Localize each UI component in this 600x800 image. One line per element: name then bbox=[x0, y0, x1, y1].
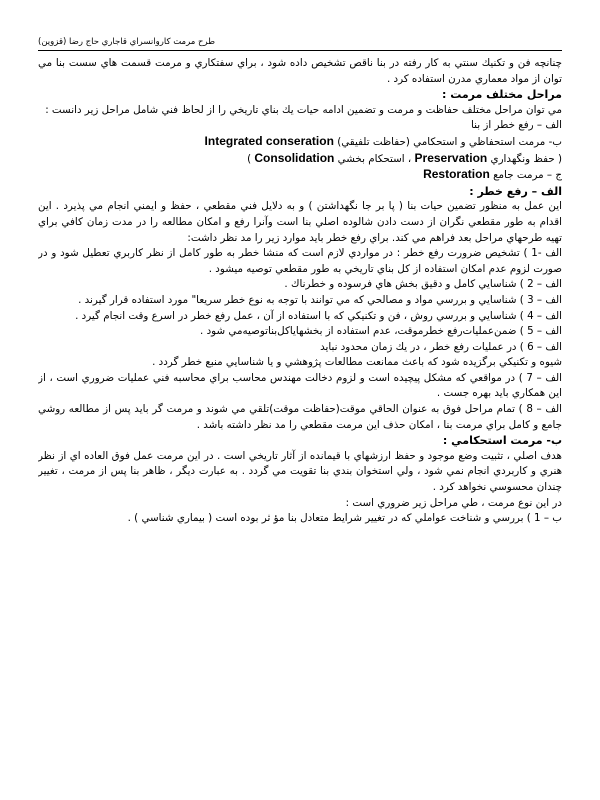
document-body bbox=[38, 56, 562, 792]
section-heading-stages: مراحل مختلف مرمت : bbox=[442, 88, 562, 102]
list-item-c bbox=[38, 167, 562, 184]
hazard-item-6-cont: شيوه و تكنيكي برگزيده شود كه باعث ممانعت مطالعات پژوهشي و يا شناسايي منبع خطر گردد . bbox=[152, 356, 562, 369]
hazard-item-8: الف – 8 ) تمام مراحل فوق به عنوان الحاقي موقت(حفاظت موقت)تلقي مي شوند و مرمت گر بايد پس از مطالعه روشي جامع و كامل براي مرمت بنا ، امكان حذف اين مرمت مقطعي را مد نظر داشته باشد . bbox=[38, 403, 562, 431]
term-restoration: Restoration bbox=[423, 167, 490, 182]
page-header bbox=[38, 34, 562, 51]
list-item-b bbox=[38, 134, 562, 151]
section-heading-consolidation: ب- مرمت استحكامي : bbox=[442, 434, 562, 448]
list-item-b2-open: ( حفظ ونگهداري bbox=[490, 152, 562, 165]
list-item-c-fa: ج – مرمت جامع bbox=[493, 169, 562, 182]
hazard-item-4: الف – 4 ) شناسايي و بررسي روش ، فن و تكنيكي كه با استفاده از آن ، عمل رفع خطر در اسرع وقت انجام گيرد . bbox=[75, 309, 562, 322]
term-consolidation: Consolidation bbox=[254, 150, 335, 165]
list-item-b-en: Integrated conseration bbox=[204, 133, 334, 148]
hazard-item-6: الف – 6 ) در عمليات رفع خطر ، در يك زمان محدود نبايد bbox=[320, 340, 562, 353]
paragraph: ب – 1 ) بررسي و شناخت عواملي كه در تغيير شرايط متعادل بنا مؤ ثر بوده است ( بيماري شناسي ) . bbox=[127, 512, 562, 525]
list-item-b2-close: ) bbox=[247, 152, 252, 165]
header-title: طرح مرمت كاروانسراي قاجاري حاج رضا (قزوين) bbox=[38, 37, 215, 47]
paragraph: در اين نوع مرمت ، طي مراحل زير ضروري است : bbox=[345, 496, 562, 509]
list-item-b2 bbox=[38, 151, 562, 168]
hazard-item-3: الف – 3 ) شناسايي و بررسي مواد و مصالحي كه مي توانند با توجه به نوع خطر سريعا" مورد استفاده قرار گيرند . bbox=[78, 293, 562, 306]
paragraph: هدف اصلي ، تثبيت وضع موجود و حفظ ارزشهاي با قيمانده از آثار تاريخي است . در اين مرمت عمل فوق العاده اي از نظر هنري و كاربردي انجام نمي شود ، ولي استخوان بندي بنا تقويت مي گردد . به عبارت ديگر ، ظاهر بنا پس از مرمت ، تغيير چندان محسوسي نخواهد كرد . bbox=[38, 449, 562, 494]
hazard-item-2: الف – 2 ) شناسايي كامل و دقيق بخش هاي فرسوده و خطرناك . bbox=[284, 278, 562, 291]
hazard-item-7: الف – 7 ) در مواقعي كه مشكل پيچيده است و لزوم دخالت مهندس محاسب براي محاسبه فني عمليات ضروري است ، از اين همكاري بايد بهره جست . bbox=[38, 371, 562, 400]
hazard-item-1: الف -1 ) تشخيص ضرورت رفع خطر : در مواردي لازم است كه منشا خطر به طور كامل از نظر كاربري تعطيل شود و در صورت لزوم عدم امكان استفاده از كل بناي تاريخي به طور مقطعي توصيه ميشود . bbox=[38, 247, 562, 275]
paragraph: اين عمل به منظور تضمين حيات بنا ( پا بر جا نگهداشتن ) و به دلايل فني مقطعي ، حفظ و ايمني انجام مي پذيرد . اين اقدام به طور مقطعي نگران از دست دادن شالوده اصلي بنا است وآنرا رفع و امكان مطالعه را در مدت زمان كافي براي تهيه طرحهاي مراحل بعد فراهم مي كند. براي رفع خطر بايد موارد زير را مد نظر داشت: bbox=[38, 200, 562, 244]
paragraph: چنانچه فن و تكنيك سنتي به كار رفته در بنا ناقص تشخيص داده شود ، براي سفتكاري و مرمت قسمت هاي سست بنا مي توان از مواد معماري مدرن استفاده كرد . bbox=[38, 57, 562, 85]
list-item-b2-mid: ، استحكام بخشي bbox=[337, 152, 412, 165]
list-item-b-fa: ب- مرمت استحفاظي و استحكامي (حفاظت تلفيقي) bbox=[337, 135, 562, 148]
list-item-a: الف – رفع خطر از بنا bbox=[471, 119, 562, 132]
paragraph: مي توان مراحل مختلف حفاظت و مرمت و تضمين ادامه حيات يك بناي تاريخي را از لحاظ فني شامل مراحل زير دانست : bbox=[45, 103, 562, 116]
term-preservation: Preservation bbox=[414, 150, 488, 165]
section-heading-hazard: الف – رفع خطر : bbox=[469, 184, 562, 198]
hazard-item-5: الف – 5 ) ضمن‌عملیات‌رفع خطر‌موقت، عدم استفاده از بخشهاياكل‌بناتوصيه‌مي شود . bbox=[200, 325, 562, 338]
